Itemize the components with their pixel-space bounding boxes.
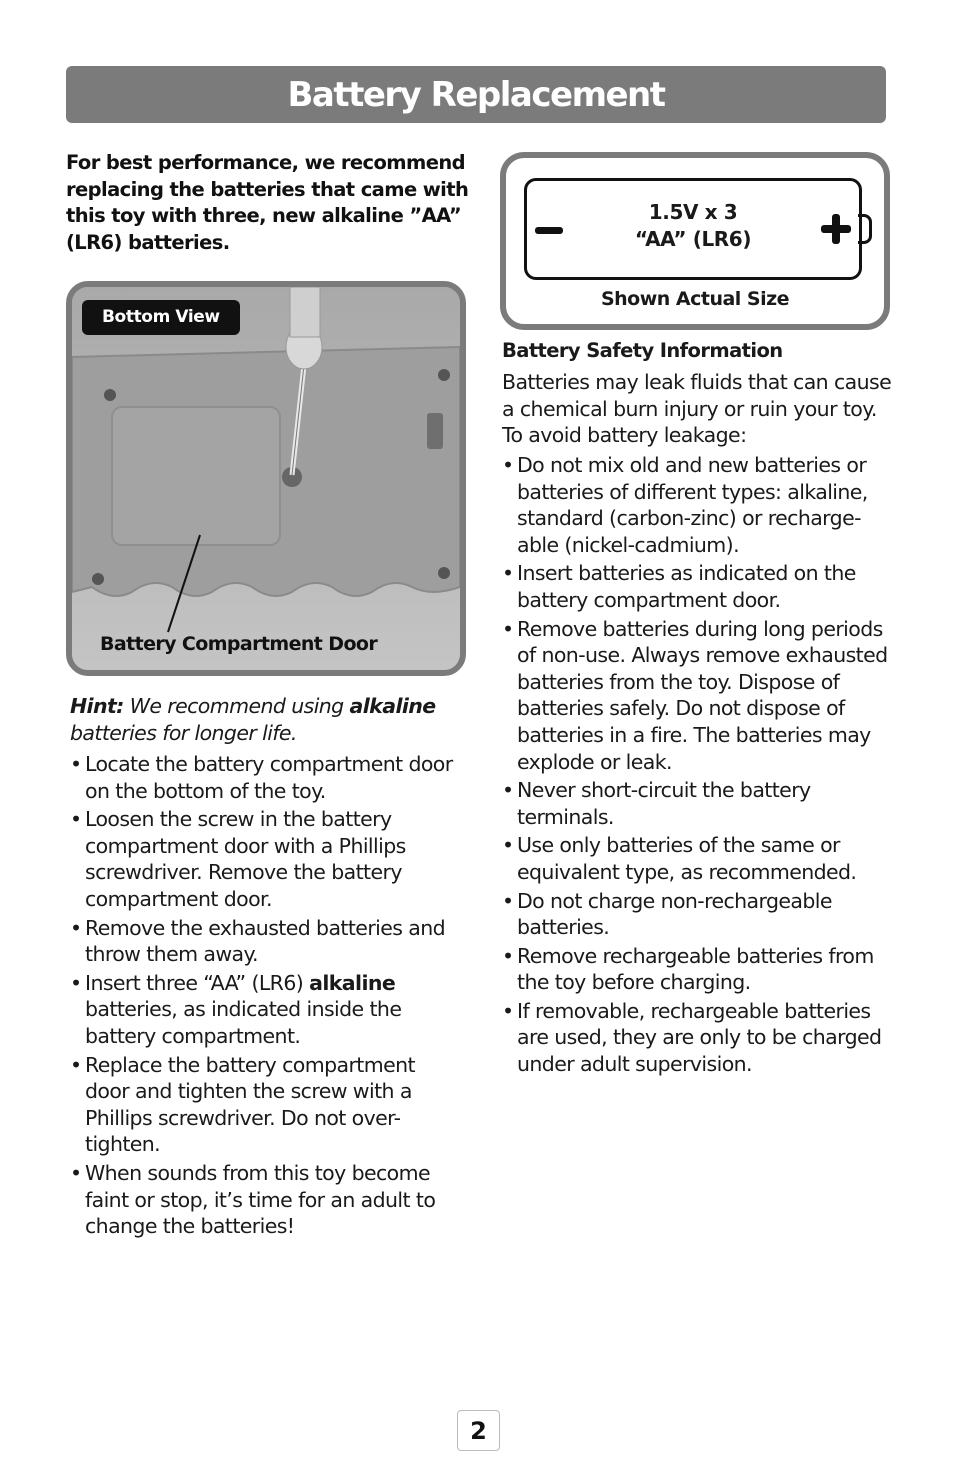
list-item: • Remove batteries during long periods of non-use. Always remove exhausted batteries from the toy. Dispose of batteries safely. Do not dispose of batteries in a fire. The batteries may explode or leak. <box>502 616 888 774</box>
battery-type: “AA” (LR6) <box>634 227 752 251</box>
toy-bottom-illustration <box>72 287 460 670</box>
bottom-view-label: Bottom View <box>82 300 240 335</box>
list-item: • Do not mix old and new batteries or batteries of different types: alkaline, standard (carbon-zinc) or recharge-able (nickel-cadmium). <box>502 453 868 557</box>
hint-label: Hint: <box>70 694 124 718</box>
battery-size-diagram <box>500 152 890 330</box>
hint-bold-word: alkaline <box>349 694 436 718</box>
list-item: • Insert batteries as indicated on the battery compartment door. <box>502 561 856 612</box>
hint-text: Hint: We recommend using alkaline batteries for longer life. <box>70 694 436 745</box>
list-item: • Never short-circuit the battery terminals. <box>502 778 811 829</box>
list-item: • If removable, rechargeable batteries are used, they are only to be charged under adult supervision. <box>502 998 882 1077</box>
bottom-view-photo <box>66 281 466 676</box>
battery-voltage: 1.5V x 3 <box>648 200 738 224</box>
battery-nub-icon <box>858 214 872 244</box>
battery-outline <box>524 178 862 280</box>
page-number: 2 <box>457 1410 500 1451</box>
replacement-steps <box>70 751 455 1242</box>
safety-intro: Batteries may leak fluids that can cause a chemical burn injury or ruin your toy. To avoid battery leakage: <box>502 370 892 448</box>
title-bar <box>66 66 886 123</box>
safety-list <box>502 452 902 1080</box>
list-item: • Do not charge non-rechargeable batteries. <box>502 888 832 940</box>
list-item: • Use only batteries of the same or equivalent type, as recommended. <box>502 833 857 884</box>
list-item: • Loosen the screw in the battery compartment door with a Phillips screwdriver. Remove the battery compartment door. <box>70 807 406 911</box>
list-item: • Insert three “AA” (LR6) alkaline batteries, as indicated inside the battery compartment. <box>70 970 402 1048</box>
actual-size-caption: Shown Actual Size <box>600 288 790 310</box>
list-item: • Replace the battery compartment door and tighten the screw with a Phillips screwdriver. Do not over-tighten. <box>70 1052 415 1157</box>
list-item: • Remove rechargeable batteries from the toy before charging. <box>502 943 874 995</box>
plus-terminal-icon <box>821 214 851 244</box>
list-item: • Remove the exhausted batteries and throw them away. <box>70 915 446 967</box>
list-item: • When sounds from this toy become faint or stop, it’s time for an adult to change the batteries! <box>70 1160 436 1239</box>
list-item: • Locate the battery compartment door on the bottom of the toy. <box>70 752 453 803</box>
intro-paragraph: For best performance, we recommend replacing the batteries that came with this toy with three, new alkaline ”AA” (LR6) batteries. <box>66 151 469 254</box>
battery-door-label: Battery Compartment Door <box>100 633 378 655</box>
safety-heading: Battery Safety Information <box>502 339 783 362</box>
page-title: Battery Replacement <box>287 74 665 115</box>
